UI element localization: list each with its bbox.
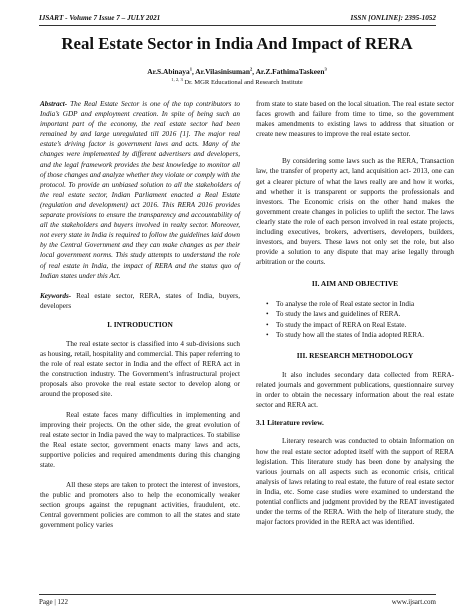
section-heading-aim: II. AIM AND OBJECTIVE	[311, 279, 399, 289]
continuation-paragraph: from state to state based on the local situation. The real estate sector faces growth and failure from time to time, so the government makes amendments to existing laws to address that situation or create new measures to improve the real estate sector.	[256, 100, 454, 139]
aim-item-text: To study the impact of RERA on Real Estate.	[276, 320, 407, 329]
affiliation	[20, 78, 454, 87]
aim-list	[256, 299, 454, 341]
author-superscript: 3	[324, 66, 327, 72]
affiliation-text: Dr. MGR Educational and Research Institute	[184, 79, 303, 86]
intro-paragraph-3: All these steps are taken to protect the interest of investors, the public and promoters also to help the economically weaker section groups against the repugnant activities, fraudulent, etc. Central government policies are common to all the states and state government policy varies	[40, 481, 240, 530]
bullet-icon: •	[266, 299, 269, 308]
intro-paragraph-2: Real estate faces many difficulties in implementing and improving their projects. On the other side, the great evolution of real estate sector in India paved the way to malpractices. To stabilise the Real estate sector, government enacts many laws and acts, supportive policies and required amendments during this changing state.	[40, 410, 240, 469]
author-superscript: 1	[189, 66, 192, 72]
methodology-paragraph: It also includes secondary data collected from RERA-related journals and government publications, questionnaire survey in order to obtain the necessary information about the real estate sector and RERA act.	[256, 370, 454, 410]
footer-divider	[39, 594, 436, 595]
author-name: Ar.Z.FathimaTaskeen	[255, 67, 325, 76]
laws-paragraph: By considering some laws such as the RERA, Transaction law, the transfer of property act, land acquisition act- 2013, one can get a clearer picture of what the laws really are and how it works, and whether it is transparent or supports the professionals and investors. The Economic crisis on the other hand makes the government create changes in policies to uplift the sector. The laws clearly state the role of each person involved in real estate projects, including executives, brokers, advertisers, developers, builders, investors, and buyers. These laws not only set the role, but also provide a solution to any dispute that may arise legally through arbitration or the courts.	[256, 157, 454, 267]
abstract-label: Abstract-	[40, 100, 68, 108]
bullet-icon: •	[266, 331, 269, 340]
keywords-label: Keywords-	[40, 291, 72, 300]
author-separator: ,	[192, 67, 196, 76]
abstract-text: The Real Estate Sector is one of the top contributors to India’s GDP and employment creation. In spite of being such an important part of the economy, the real estate sector had been remained by and large unregulated till 2016 [1]. The major real estate’s driving factor is government laws and acts. Many of the changes were implemented by different advertisers and developers, and the legal framework provides the best knowledge to monitor all of those changes and analyze whether they violate or comply with the protocol. To provide an unbiased solution to all the stakeholders of the real estate sector, Indian Parliament enacted a Real Estate (regulation and development) act 2016. This RERA 2016 provides separate provisions to ensure the transparency and accountability of all the stakeholders and buyers involved in realty sector. Moreover, not every state in India is required to follow the guidelines laid down by the Central Government and they can make changes as per their local government norms. This study attempts to understand the role of real estate in India, the impact of RERA and the status quo of Indian states under this Act.	[40, 100, 240, 280]
page-number: Page | 122	[39, 598, 69, 606]
affiliation-superscript: 1, 2, 3	[171, 76, 183, 82]
aim-item-text: To analyse the role of Real estate sector in India	[276, 299, 415, 308]
running-header	[39, 12, 436, 24]
list-item	[266, 330, 454, 341]
author-separator: ,	[252, 67, 256, 76]
author-superscript: 2	[250, 66, 253, 72]
paper-title: Real Estate Sector in India And Impact of RERA	[61, 34, 413, 53]
intro-paragraph-1: The real estate sector is classified into 4 sub-divisions such as housing, retail, hospitality and commercial. This paper referring to the role of real estate sector in India and the effect of RERA act in the construction industry. The Government’s infrastructural project proposals also provoke the real estate sector to develop along or around the proposed site.	[40, 339, 240, 399]
aim-item-text: To study the laws and guidelines of RERA.	[276, 310, 401, 319]
author-name: Ar.Vilasinisuman	[195, 67, 250, 76]
list-item	[266, 320, 454, 331]
page-footer	[39, 598, 436, 608]
author-list	[20, 67, 454, 77]
bullet-icon: •	[266, 320, 269, 329]
list-item	[266, 299, 454, 310]
left-column	[40, 99, 240, 531]
subsection-heading-literature: 3.1 Literature review.	[256, 418, 324, 428]
header-divider	[39, 25, 436, 26]
literature-paragraph: Literary research was conducted to obtain Information on how the real estate sector adopted itself with the support of RERA legislation. This literature study has been done by analysing the various journals on all aspects such as economic crisis, critical analysis of laws relating to real estate, the future of real estate sector in India, etc. Some case studies were examined to understand the potential conflicts and judgment provided by the REAT investigated under the terms of the RERA. With the help of literature study, the major factors provided in the RERA act was identified.	[256, 437, 454, 527]
author-name: Ar.S.Abinaya	[147, 67, 190, 76]
section-heading-introduction: I. INTRODUCTION	[107, 319, 173, 329]
bullet-icon: •	[266, 310, 269, 319]
keywords-text: Real estate sector, RERA, states of India, buyers, developers	[40, 291, 240, 310]
aim-item-text: To study how all the states of India adopted RERA.	[276, 331, 425, 340]
journal-volume-info: IJSART - Volume 7 Issue 7 – JULY 2021	[39, 14, 161, 22]
right-column	[256, 99, 454, 527]
list-item	[266, 309, 454, 320]
abstract	[40, 99, 240, 281]
section-heading-methodology: III. RESEARCH METHODOLOGY	[296, 350, 414, 360]
keywords	[40, 291, 240, 311]
issn-info: ISSN [ONLINE]: 2395-1052	[350, 14, 436, 22]
journal-website: www.ijsart.com	[391, 598, 436, 606]
